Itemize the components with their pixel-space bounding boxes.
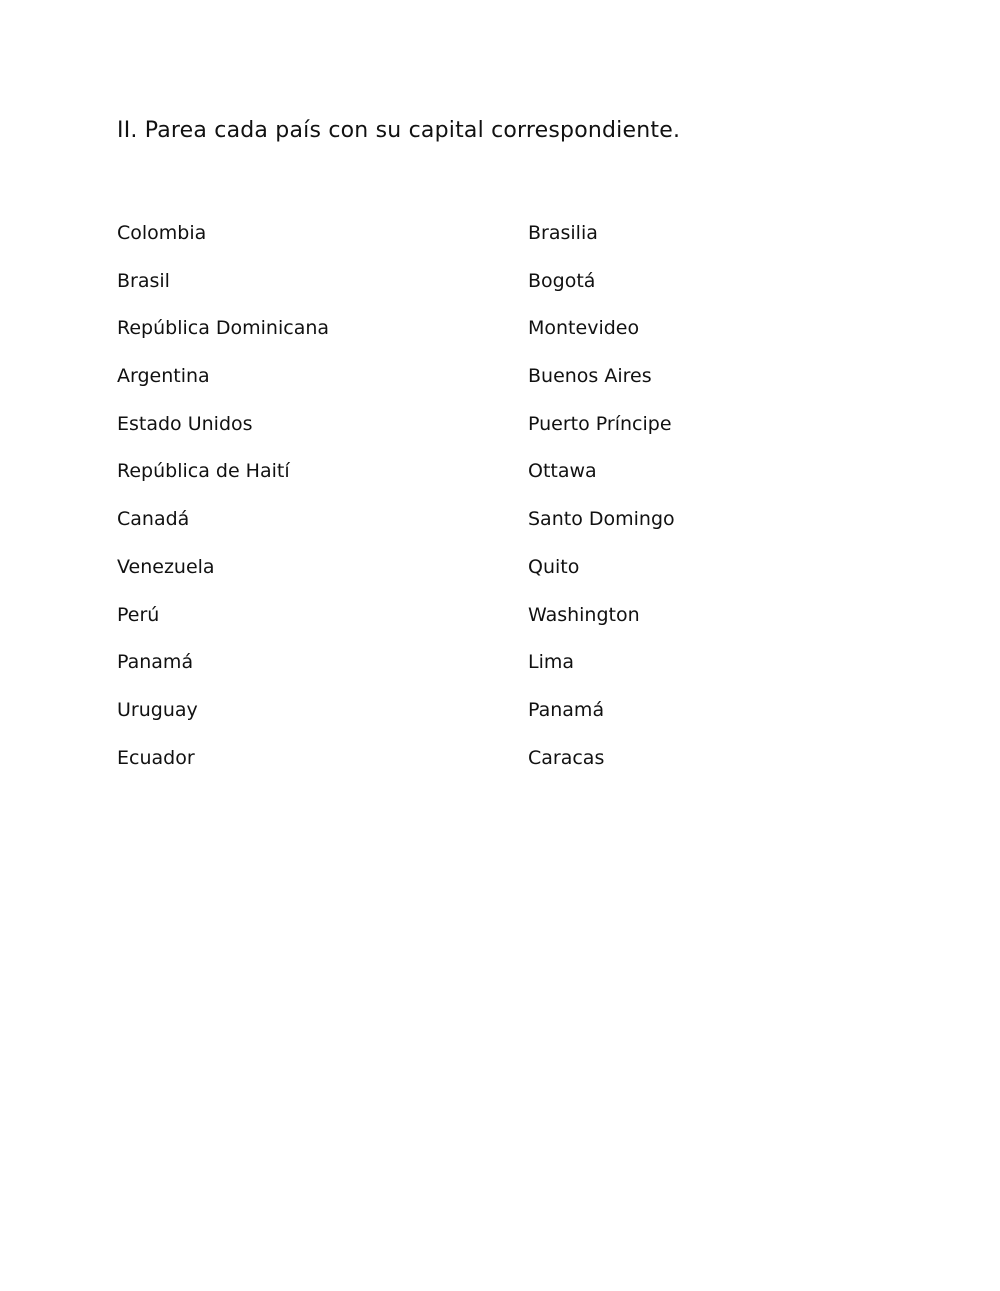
- capital-item: Washington: [528, 603, 640, 626]
- capital-item: Montevideo: [528, 317, 640, 340]
- capital-item: Brasilia: [528, 222, 598, 244]
- capital-item: Puerto Príncipe: [528, 412, 672, 435]
- country-item: Venezuela: [117, 555, 215, 578]
- capital-item: Buenos Aires: [528, 365, 652, 388]
- capitals-list: [528, 220, 675, 792]
- country-item: Colombia: [117, 222, 207, 244]
- country-item: Ecuador: [117, 746, 195, 769]
- capital-item: Caracas: [528, 746, 605, 769]
- country-item: Brasil: [117, 269, 170, 292]
- country-item: Perú: [117, 603, 160, 626]
- country-item: Canadá: [117, 508, 190, 531]
- capital-item: Quito: [528, 555, 580, 578]
- country-item: Panamá: [117, 651, 194, 674]
- instruction-heading: II. Parea cada país con su capital correspondiente.: [117, 118, 681, 143]
- capital-item: Lima: [528, 651, 575, 674]
- country-item: República de Haití: [117, 460, 290, 483]
- country-item: Uruguay: [117, 698, 198, 721]
- country-item: República Dominicana: [117, 317, 330, 340]
- capital-item: Santo Domingo: [528, 508, 675, 531]
- country-item: Argentina: [117, 365, 210, 388]
- country-item: Estado Unidos: [117, 412, 253, 435]
- countries-list: [117, 220, 329, 792]
- capital-item: Bogotá: [528, 269, 596, 292]
- capital-item: Panamá: [528, 698, 605, 721]
- capital-item: Ottawa: [528, 460, 597, 483]
